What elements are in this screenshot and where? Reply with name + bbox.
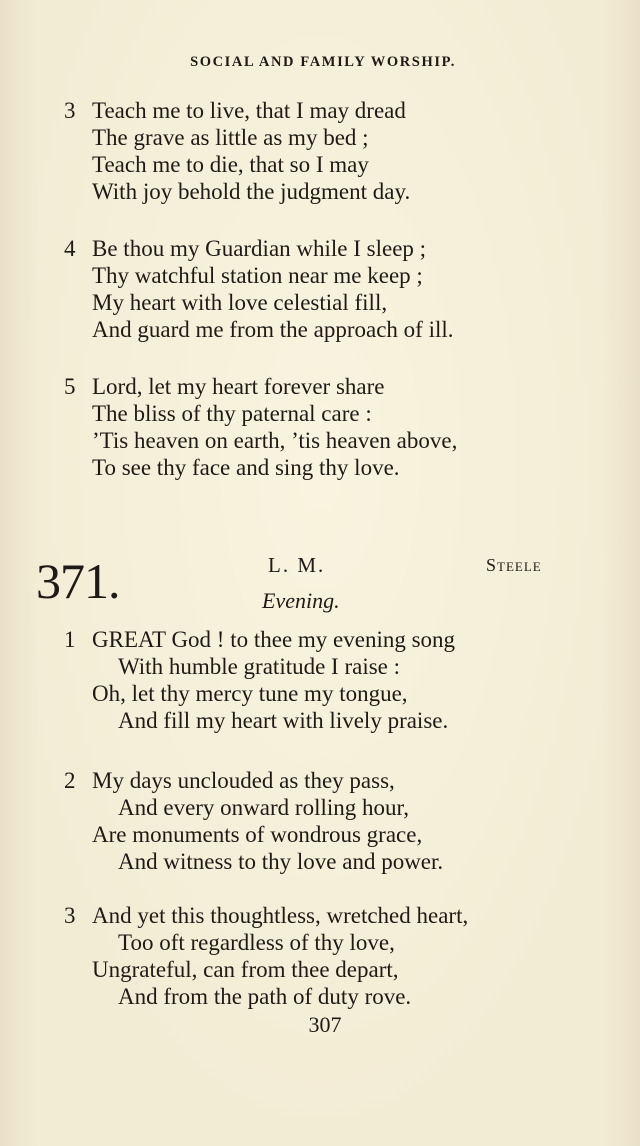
- stanza-line: Too oft regardless of thy love,: [118, 930, 395, 955]
- stanza-line: Lord, let my heart forever share: [92, 374, 385, 399]
- hymn-meter: L. M.: [268, 553, 326, 577]
- hymn-title: Evening.: [262, 588, 340, 613]
- stanza-line: With joy behold the judgment day.: [92, 179, 411, 204]
- stanza-line: With humble gratitude I raise :: [118, 654, 401, 679]
- stanza-line: Are monuments of wondrous grace,: [92, 822, 423, 847]
- stanza-line: And from the path of duty rove.: [118, 984, 412, 1009]
- previous-hymn-stanza-4: [64, 235, 454, 343]
- stanza-number: 1: [64, 627, 76, 652]
- stanza-number: 3: [64, 98, 76, 123]
- hymn-number: 371.: [36, 553, 120, 609]
- page-number: 307: [308, 1012, 342, 1037]
- stanza-number: 5: [64, 374, 76, 399]
- stanza-number: 2: [64, 768, 76, 793]
- stanza-line: And yet this thoughtless, wretched heart,: [92, 903, 469, 928]
- previous-hymn-stanza-3: [64, 97, 410, 205]
- stanza-line: And guard me from the approach of ill.: [92, 317, 454, 342]
- stanza-line: My heart with love celestial fill,: [92, 290, 388, 315]
- stanza-line: And witness to thy love and power.: [118, 849, 444, 874]
- hymn-stanza-1: [64, 626, 455, 734]
- hymn-author: Steele: [486, 555, 542, 575]
- previous-hymn-stanza-5: [64, 373, 457, 481]
- stanza-number: 4: [64, 236, 76, 261]
- stanza-line: The grave as little as my bed ;: [92, 125, 369, 150]
- stanza-line: Ungrateful, can from thee depart,: [92, 957, 399, 982]
- stanza-line: Oh, let thy mercy tune my tongue,: [92, 681, 408, 706]
- stanza-line: Teach me to live, that I may dread: [92, 98, 406, 123]
- stanza-line: Teach me to die, that so I may: [92, 152, 369, 177]
- stanza-line: And fill my heart with lively praise.: [118, 708, 449, 733]
- stanza-line: The bliss of thy paternal care :: [92, 401, 372, 426]
- stanza-line: And every onward rolling hour,: [118, 795, 409, 820]
- hymn-stanza-2: [64, 767, 443, 875]
- stanza-line: GREAT God ! to thee my evening song: [92, 627, 456, 652]
- stanza-line: ’Tis heaven on earth, ’tis heaven above,: [92, 428, 458, 453]
- stanza-number: 3: [64, 903, 76, 928]
- stanza-line: To see thy face and sing thy love.: [92, 455, 400, 480]
- hymn-stanza-3: [64, 902, 468, 1010]
- stanza-line: Thy watchful station near me keep ;: [92, 263, 423, 288]
- stanza-line: My days unclouded as they pass,: [92, 768, 395, 793]
- stanza-line: Be thou my Guardian while I sleep ;: [92, 236, 427, 261]
- running-head: SOCIAL AND FAMILY WORSHIP.: [190, 54, 456, 70]
